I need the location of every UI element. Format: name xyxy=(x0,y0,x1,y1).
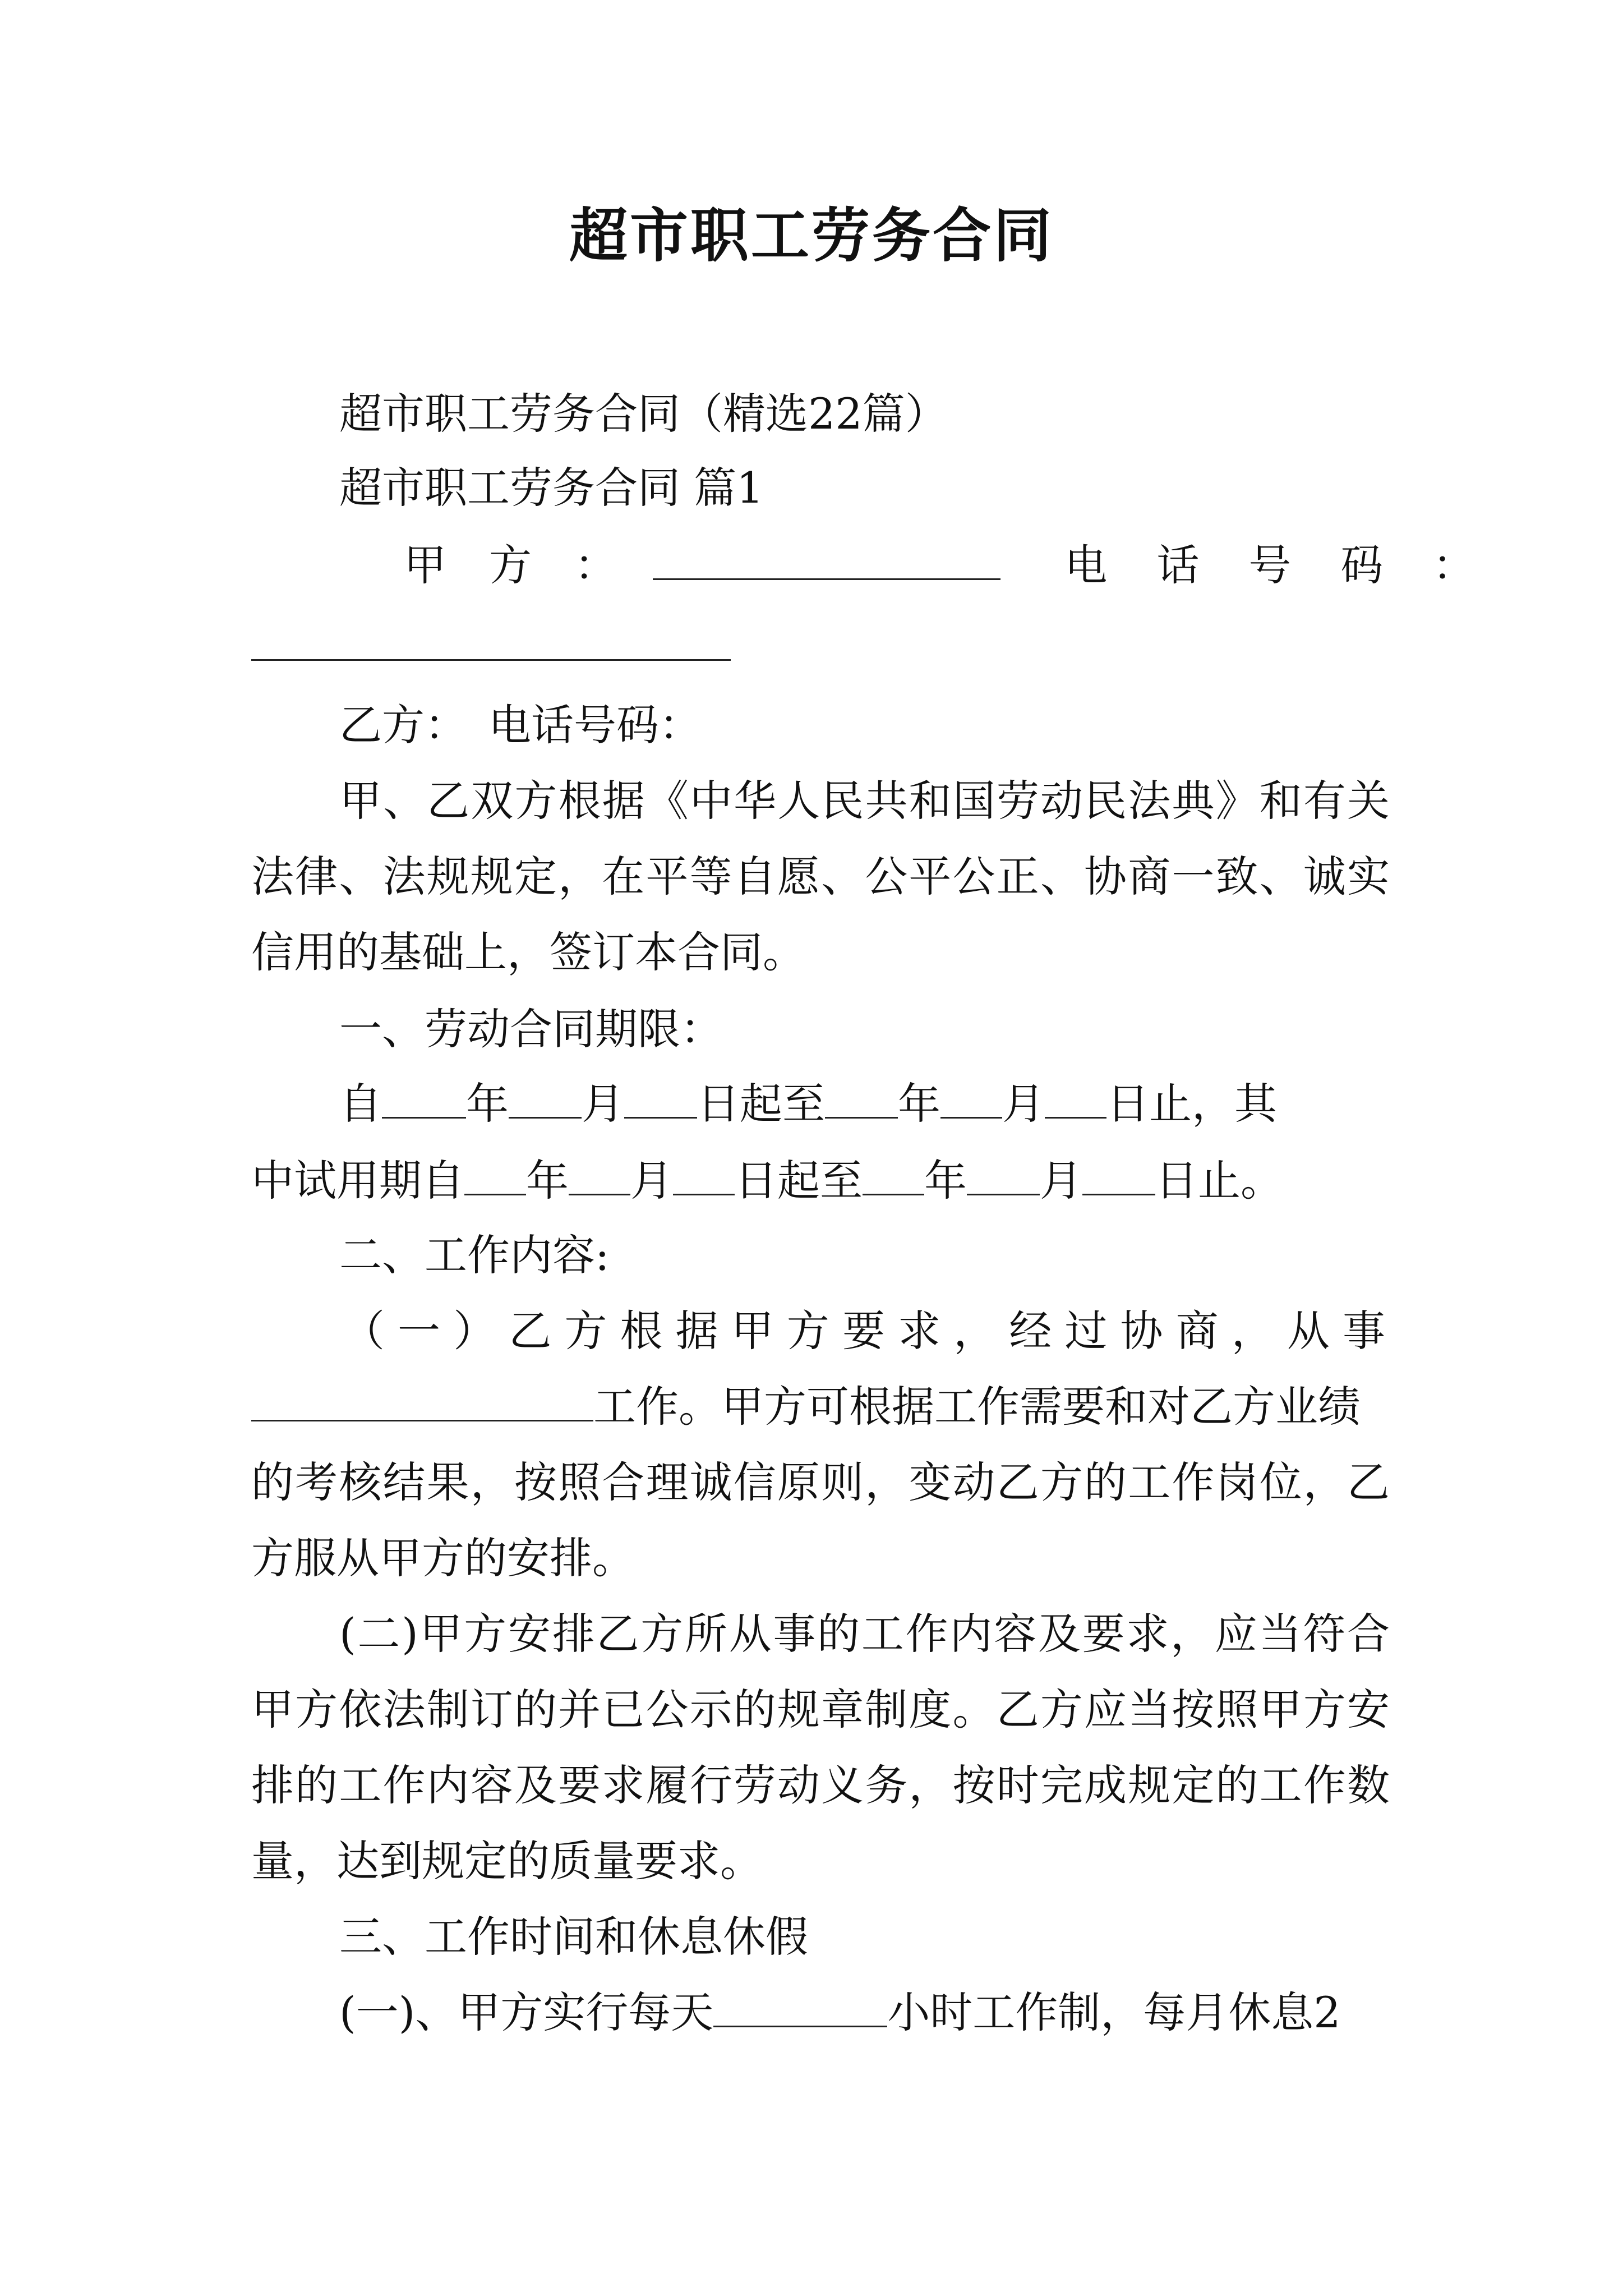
section-2-heading: 二、工作内容: xyxy=(339,1230,610,1280)
blank-year-end xyxy=(825,1081,898,1119)
party-b-line: 乙方： 电话号码： xyxy=(339,700,702,750)
phone-label-a: 电 话 号 码 ： xyxy=(1064,540,1479,590)
text-month: 月 xyxy=(1040,1156,1082,1205)
article-heading: 超市职工劳务合同 篇1 xyxy=(339,463,764,513)
section-1-line-2 xyxy=(251,1154,1390,1208)
text-month: 月 xyxy=(1002,1079,1045,1129)
document-title: 超市职工劳务合同 xyxy=(569,201,1054,270)
party-a-line xyxy=(404,539,1479,592)
blank-job-title xyxy=(251,1384,593,1421)
blank-prob-day-end xyxy=(1082,1158,1155,1195)
section-2-para-2-line-4: 量，达到规定的质量要求。 xyxy=(251,1836,763,1886)
preamble-line-1: 甲、乙双方根据《中华人民共和国劳动民法典》和有关 xyxy=(339,776,1390,826)
section-3-heading: 三、工作时间和休息休假 xyxy=(339,1912,808,1962)
text-year: 年 xyxy=(526,1156,569,1205)
party-a-blank xyxy=(653,542,1000,580)
blank-year-start xyxy=(382,1081,466,1119)
section-2-para-1-line-3: 的考核结果，按照合理诚信原则，变动乙方的工作岗位，乙 xyxy=(251,1457,1390,1507)
section-1-heading: 一、劳动合同期限： xyxy=(339,1004,723,1054)
party-a-label: 甲 方 ： xyxy=(404,540,617,590)
blank-prob-year-start xyxy=(464,1158,526,1195)
text-daily-hours-prefix: (一)、甲方实行每天 xyxy=(339,1987,714,2037)
blank-prob-year-end xyxy=(863,1158,924,1195)
subtitle: 超市职工劳务合同（精选22篇） xyxy=(339,389,948,439)
blank-month-start xyxy=(509,1081,582,1119)
text-day-to: 日起至 xyxy=(697,1079,825,1129)
section-2-para-2-line-2: 甲方依法制订的并已公示的规章制度。乙方应当按照甲方安 xyxy=(251,1685,1390,1734)
blank-prob-day-start xyxy=(673,1158,735,1195)
section-2-para-2-line-1: (二)甲方安排乙方所从事的工作内容及要求，应当符合 xyxy=(339,1609,1390,1659)
section-2-para-1-line-1: （一）乙方根据甲方要求，经过协商，从事 xyxy=(342,1306,1390,1356)
text-probation-from: 中试用期自 xyxy=(251,1156,464,1205)
blank-daily-hours xyxy=(713,1990,887,2027)
text-year: 年 xyxy=(466,1079,509,1129)
text-month: 月 xyxy=(630,1156,673,1205)
text-day-to: 日起至 xyxy=(735,1156,863,1205)
text-day-stop: 日止，其 xyxy=(1106,1079,1277,1129)
section-3-line-1 xyxy=(339,1986,1390,2040)
text-day-stop: 日止。 xyxy=(1155,1156,1283,1205)
text-month: 月 xyxy=(582,1079,624,1129)
text-year: 年 xyxy=(898,1079,940,1129)
section-2-para-2-line-3: 排的工作内容及要求履行劳动义务，按时完成规定的工作数 xyxy=(251,1760,1390,1810)
section-1-line-1 xyxy=(339,1077,1390,1131)
blank-month-end xyxy=(940,1081,1002,1119)
preamble-line-2: 法律、法规规定，在平等自愿、公平公正、协商一致、诚实 xyxy=(251,852,1390,901)
preamble-line-3: 信用的基础上，签订本合同。 xyxy=(251,927,805,977)
section-2-para-1-line-2 xyxy=(251,1380,1390,1434)
blank-prob-month-start xyxy=(569,1158,630,1195)
blank-day-start xyxy=(624,1081,697,1119)
blank-prob-month-end xyxy=(967,1158,1040,1195)
text-daily-hours-suffix: 小时工作制，每月休息2 xyxy=(887,1987,1341,2037)
text-from: 自 xyxy=(339,1079,382,1129)
text-year: 年 xyxy=(924,1156,967,1205)
phone-a-blank xyxy=(251,659,731,661)
text-job-rest: 工作。甲方可根据工作需要和对乙方业绩 xyxy=(593,1382,1361,1432)
section-2-para-1-line-4: 方服从甲方的安排。 xyxy=(251,1533,635,1583)
blank-day-end xyxy=(1045,1081,1106,1119)
